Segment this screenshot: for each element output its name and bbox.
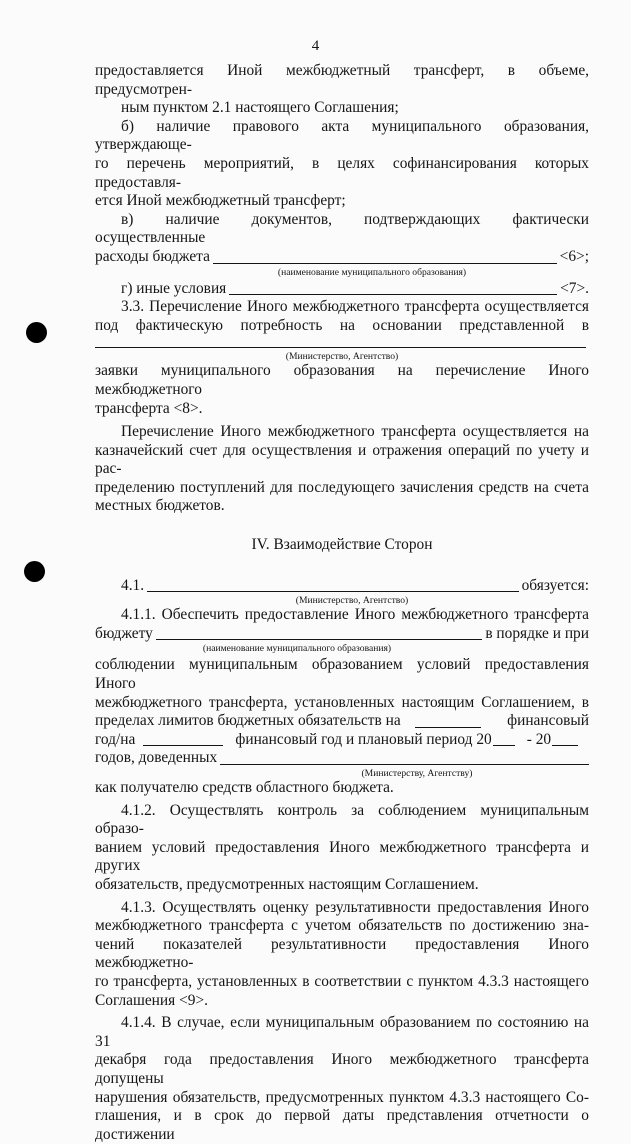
field-caption: (Министерство, Агентство) <box>285 351 399 363</box>
word: под <box>95 316 119 334</box>
text-line: чений показателей результативности предоставления Иного межбюджетно- <box>95 935 589 972</box>
text-line: казначейский счет для осуществления и отражения операций по учету и рас- <box>95 441 589 478</box>
budget-blank-row-2 <box>95 625 589 644</box>
blank-line <box>415 713 481 728</box>
text-fragment: в порядке и при <box>485 624 589 642</box>
text-line: ванием условий предоставления Иного межбюджетного трансферта и других <box>95 838 589 875</box>
text-line: заявки муниципального образования на перечисление Иного межбюджетного <box>95 362 589 398</box>
text-line: б) наличие правового акта муниципального образования, утверждающе- <box>95 117 589 154</box>
text-line: Соглашения <9>. <box>95 991 208 1009</box>
text-line: межбюджетного трансферта, установленных настоящим Соглашением, в <box>95 693 589 711</box>
blank-line <box>147 577 519 592</box>
punch-hole-bottom <box>24 561 45 582</box>
text-line: соблюдении муниципальным образованием условий предоставления Иного <box>95 656 589 693</box>
word: потребность <box>240 316 323 334</box>
text-fragment: пределах лимитов бюджетных обязательств на <box>95 712 401 730</box>
text-line: 4.1.3. Осуществлять оценку результативности предоставления Иного <box>121 898 589 916</box>
field-caption: (Министерство, Агентство) <box>295 595 409 607</box>
text-line: трансферта <8>. <box>95 399 203 417</box>
blank-line <box>552 731 578 746</box>
text-fragment: расходы бюджета <box>95 247 210 265</box>
period-row <box>95 731 589 750</box>
blank-line <box>156 625 482 640</box>
word: фактическую <box>135 316 224 334</box>
blank-line <box>220 750 589 765</box>
text-fragment: годов, доведенных <box>95 749 218 767</box>
text-line: 4.1.2. Осуществлять контроль за соблюдением муниципальным образо- <box>95 801 589 838</box>
other-conditions-row <box>95 280 589 299</box>
text-fragment: бюджету <box>95 624 153 642</box>
page-number: 4 <box>311 38 320 54</box>
text-line: го перечень мероприятий, в целях софинансирования которых предоставля- <box>95 154 589 191</box>
word: на <box>339 316 355 334</box>
text-line: 4.1.4. В случае, если муниципальным образованием по состоянию на 31 <box>95 1014 589 1050</box>
blank-line <box>493 731 515 746</box>
text-fragment: <7>. <box>560 279 589 297</box>
text-line: 3.3. Перечисление Иного межбюджетного трансферта осуществляется <box>121 298 589 316</box>
limits-row <box>95 712 589 731</box>
text-line: декабря года предоставления Иного межбюджетного трансферта допущены <box>95 1051 589 1087</box>
text-line: как получателю средств областного бюджета. <box>95 779 394 796</box>
text-line: 4.1.1. Обеспечить предоставление Иного межбюджетного трансферта <box>121 606 589 624</box>
text-line: предоставляется Иной межбюджетный трансферт, в объеме, предусмотрен- <box>95 62 589 98</box>
text-line: го трансферта, установленных в соответствии с пунктом 4.3.3 настоящего <box>95 972 589 990</box>
text-fragment: финансовый <box>507 712 589 730</box>
budget-blank-row <box>95 248 589 267</box>
document-body <box>95 62 589 1144</box>
text-fragment: <6>; <box>559 247 589 265</box>
text-fragment: г) иные условия <box>121 279 227 297</box>
text-line: ным пунктом 2.1 настоящего Соглашения; <box>121 99 399 117</box>
word: основании <box>372 316 442 334</box>
word: в <box>581 316 589 334</box>
text-fragment: обязуется: <box>521 576 589 594</box>
text-fragment: 4.1. <box>121 576 145 594</box>
ministry-blank-row <box>95 335 589 351</box>
text-line: местных бюджетов. <box>95 497 225 515</box>
text-line: обязательств, предусмотренных настоящим Соглашением. <box>95 875 479 893</box>
text-line: нарушения обязательств, предусмотренных пунктом 4.3.3 настоящего Со- <box>95 1088 589 1106</box>
text-fragment: - 20 <box>526 730 552 748</box>
blank-line <box>95 333 586 348</box>
blank-line <box>213 249 557 264</box>
text-line: Перечисление Иного межбюджетного трансферта осуществляется на <box>121 423 589 441</box>
field-caption: (наименование муниципального образования) <box>202 643 392 655</box>
text-line: глашения, и в срок до первой даты представления отчетности о достижении <box>95 1107 589 1143</box>
text-line: в) наличие документов, подтверждающих фактически осуществленные <box>95 210 589 247</box>
text-fragment: год/на <box>95 730 136 748</box>
punch-hole-top <box>26 322 47 343</box>
text-fragment: финансовый год и плановый период 20 <box>235 730 492 748</box>
word: представленной <box>459 316 565 334</box>
blank-line <box>229 280 557 295</box>
blank-line <box>143 731 223 746</box>
field-caption: (наименование муниципального образования) <box>277 266 467 278</box>
clause-41-row <box>95 577 589 596</box>
text-line: межбюджетного трансферта с учетом обязательств по достижению зна- <box>95 917 589 935</box>
field-caption: (Министерству, Агентству) <box>361 768 473 779</box>
delivered-row <box>95 749 589 768</box>
text-line: ется Иной межбюджетный трансферт; <box>95 192 346 210</box>
text-line: пределению поступлений для последующего зачисления средств на счета <box>95 478 589 496</box>
section-title: IV. Взаимодействие Сторон <box>251 536 433 554</box>
